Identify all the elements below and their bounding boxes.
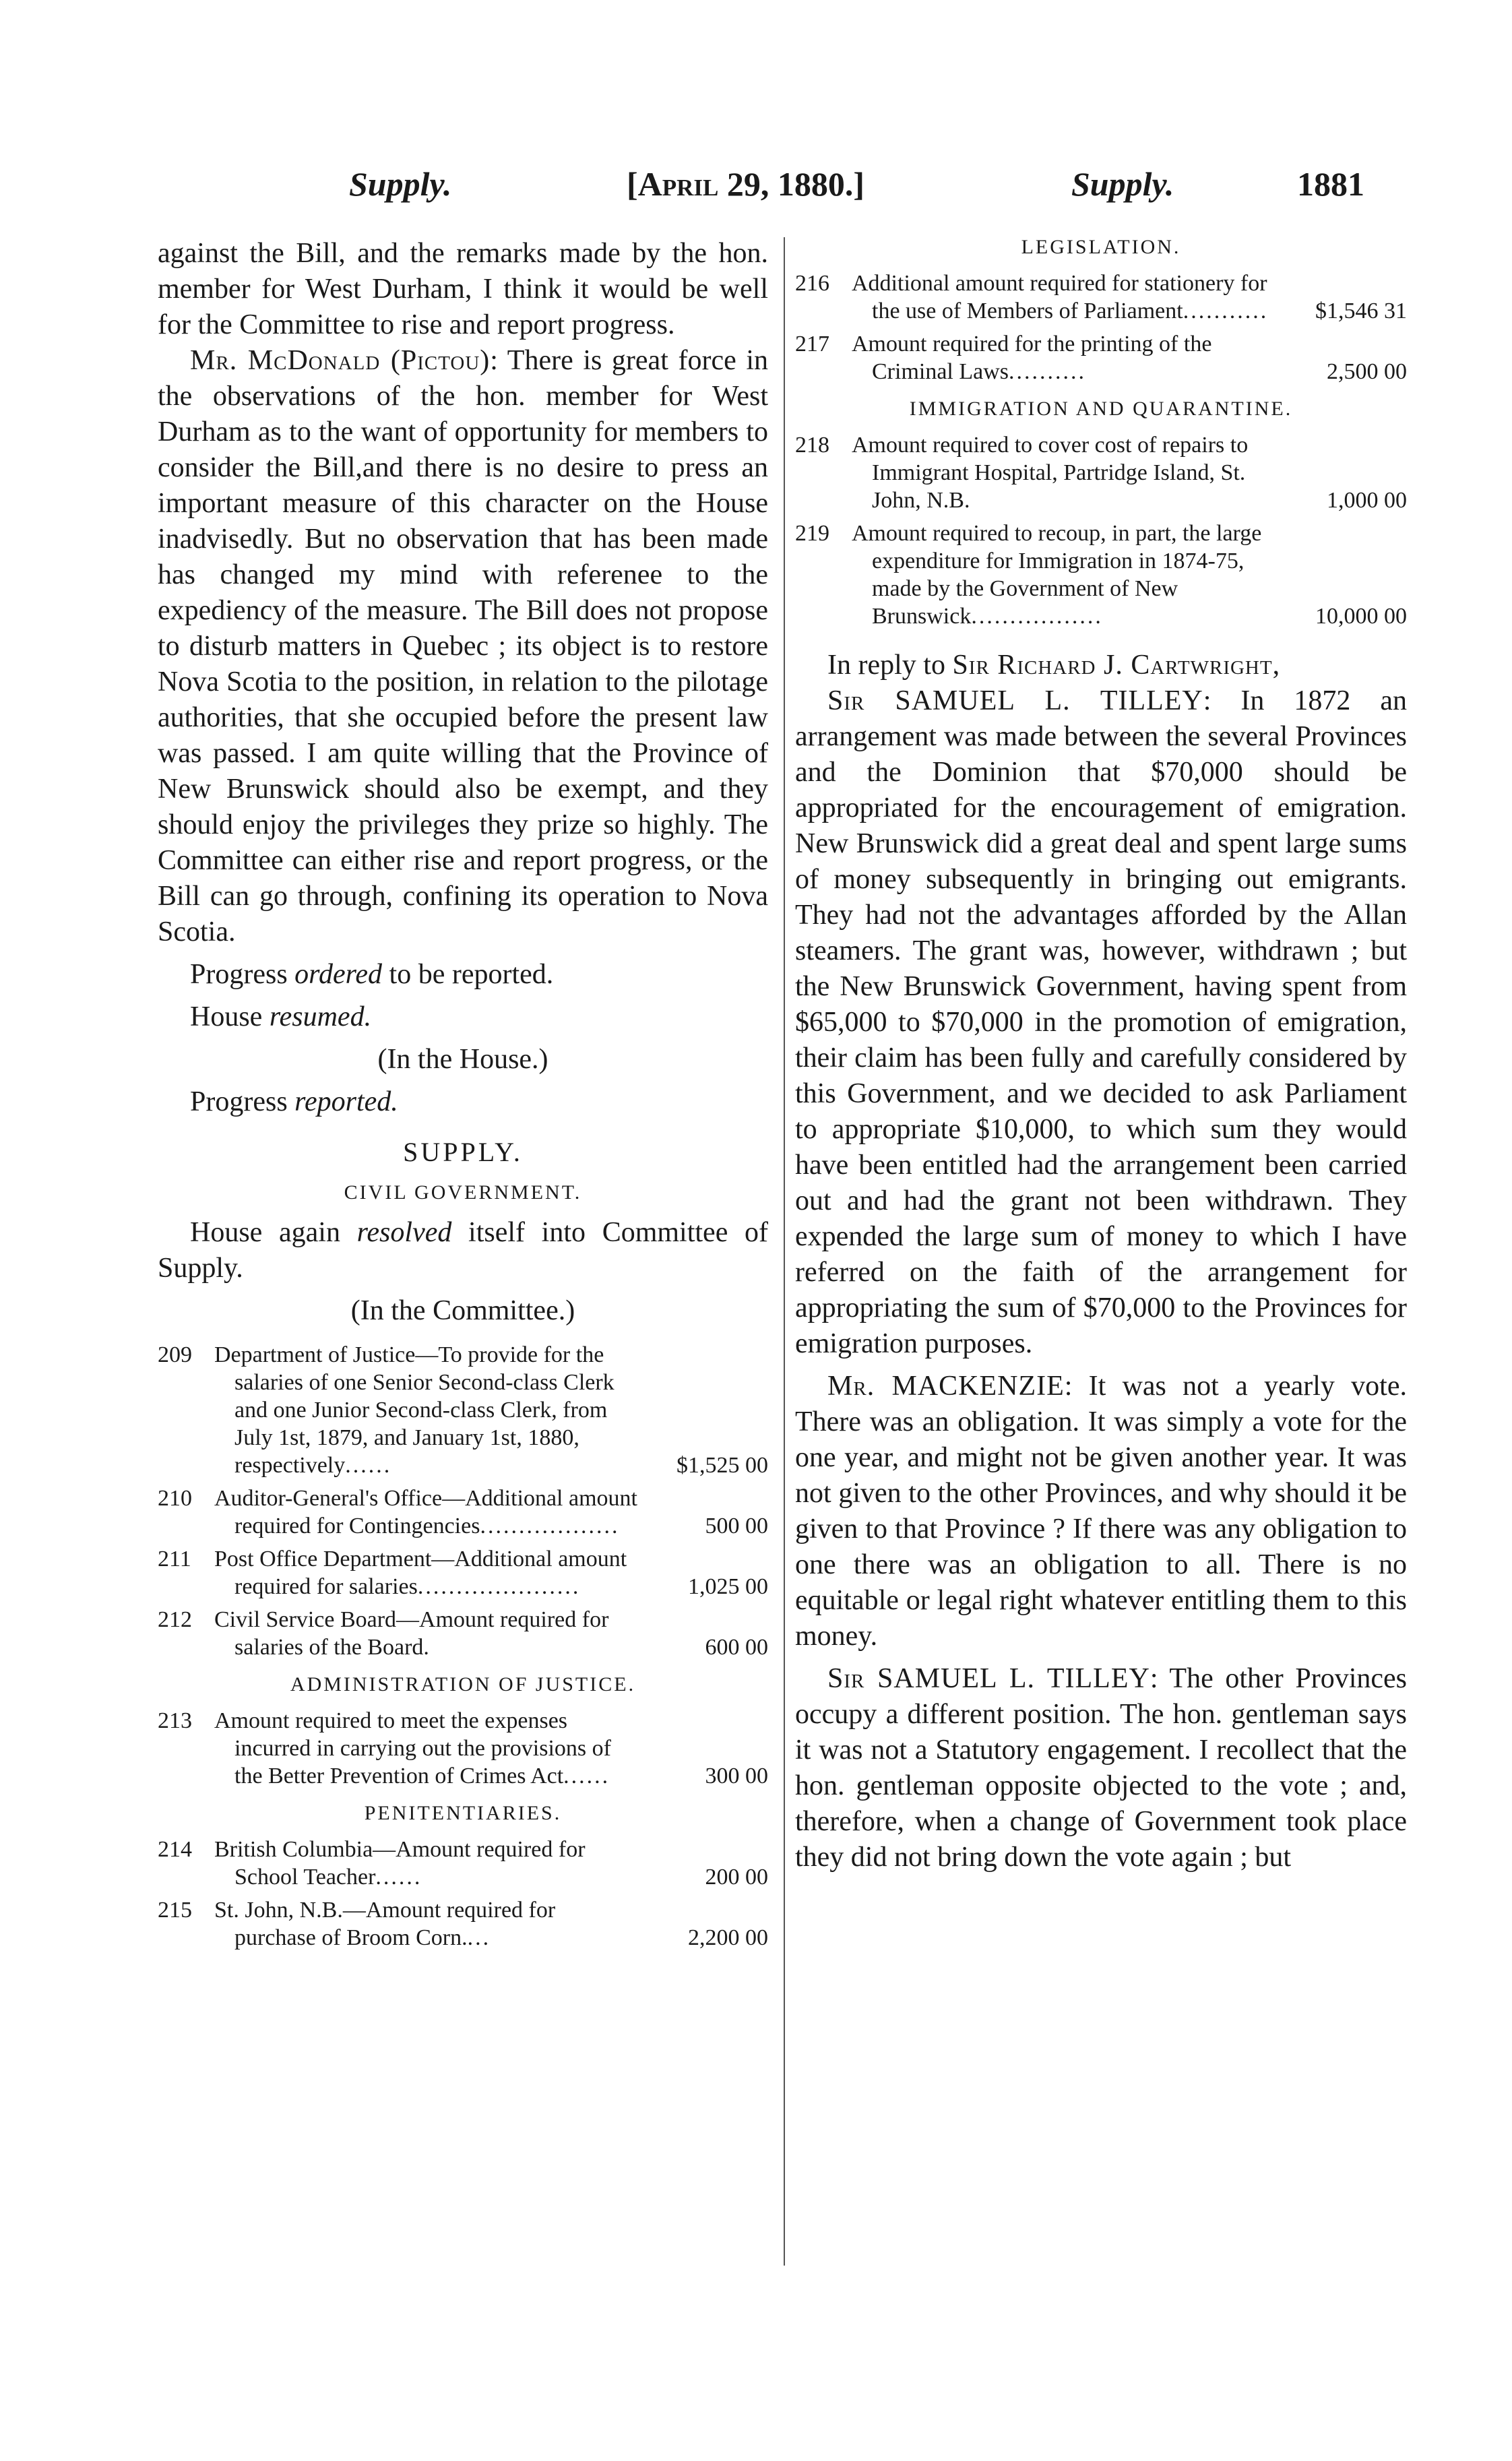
estimate-item [158,1896,768,1952]
item-leader-dots: ...... [375,1865,422,1890]
estimate-item [795,270,1407,325]
estimate-list-legislation [795,270,1407,385]
paragraph-mcdonald [158,343,768,950]
speech-text: : The other Provinces occupy a different position. The hon. gentleman says it was not a Statutory engagement. I recollect that the hon. gentleman opposite objected to the vote ; and, therefore, when a change of Government took place they did not bring down the vote again ; but [795,1663,1407,1873]
heading-civil-government: CIVIL GOVERNMENT. [344,1181,582,1204]
paragraph-tilley-2 [795,1661,1407,1875]
estimate-item [158,1545,768,1600]
speech-text: : In 1872 an arrangement was made between the several Provinces and the Dominion that $70,000 should be appropriated for the encouragement of emigration. New Brunswick did a great deal and spent large sums of money subsequently in bringing out emigrants. They had not the advantages afforded by the Allan steamers. The grant was, however, withdrawn ; but the New Brunswick Government, having spent from $65,000 to $70,000 in the promotion of emigration, their claim has been fully and carefully considered by this Government, and we decided to ask Parliament to appropriate $10,000, to which sum they would have been entitled had the arrangement been carried out and had the grant not been withdrawn. They expended the large sum of money to which I have referred on the faith of the arrangement for appropriating the sum of $70,000 to the Provinces for emigration purposes. [795,685,1408,1359]
item-leader-dots: ...... [345,1453,392,1478]
item-number: 219 [795,521,829,546]
heading-supply: SUPPLY. [403,1137,523,1167]
text-italic: resumed. [269,1001,372,1032]
item-amount: $1,546 31 [1315,299,1407,323]
speaker-name: Sir SAMUEL L. TILLEY [827,1663,1150,1694]
paragraph-in-the-house: (In the House.) [377,1044,548,1075]
heading-administration-of-justice: ADMINISTRATION OF JUSTICE. [290,1673,636,1695]
item-description [214,1707,768,1790]
item-description-text: Department of Justice—To provide for the salaries of one Senior Second-class Clerk and one Junior Second-class Clerk, from July 1st, 1879, and January 1st, 1880, respectively [214,1342,615,1478]
item-description [852,330,1407,385]
estimate-item [158,1485,768,1540]
paragraph-in-the-committee: (In the Committee.) [350,1295,575,1326]
heading-penitentiaries: PENITENTIARIES. [364,1802,562,1824]
item-number: 209 [158,1342,192,1367]
paragraph-house-resumed [158,999,768,1035]
header-left-title: Supply. [349,165,452,203]
estimate-list-penitentiaries [158,1836,768,1952]
paragraph-house-resolved [158,1215,768,1286]
left-column [158,236,768,1957]
paragraph-continuation: against the Bill, and the remarks made by the hon. member for West Durham, I think it would be well for the Committee to rise and report progress. [158,238,768,340]
text-fragment: House again [190,1217,357,1248]
estimate-item [795,520,1407,630]
header-right-title: Supply. [1071,165,1174,203]
text-fragment: Progress [190,1086,295,1117]
estimate-item [158,1707,768,1790]
item-description-text: St. John, N.B.—Amount required for purchase of Broom Corn. [214,1898,556,1950]
paragraph-tilley-1 [795,683,1407,1362]
estimate-list-immigration [795,431,1407,630]
item-description-text: Amount required to cover cost of repairs to Immigrant Hospital, Partridge Island, St. John, N.B. [852,433,1249,513]
item-number: 211 [158,1547,191,1571]
estimate-item [158,1836,768,1891]
item-amount: 600 00 [705,1635,768,1660]
item-number: 216 [795,271,829,296]
item-amount: 1,000 00 [1327,488,1407,513]
estimate-item [795,431,1407,514]
estimate-item [795,330,1407,385]
speech-text: : It was not a yearly vote. There was an obligation. It was simply a vote for the one year, and might not be given another year. It was not given to the other Provinces, and why should it be given to that Province ? If there was any obligation to one there was an obligation to all. There is no equitable or legal right whatever entitling them to this money. [795,1371,1407,1652]
item-description [214,1485,768,1540]
item-description [852,431,1407,514]
item-number: 215 [158,1898,192,1923]
header-date: [April 29, 1880.] [627,165,865,203]
item-description-text: Amount required to meet the expenses incurred in carrying out the provisions of the Better Prevention of Crimes Act [214,1708,611,1788]
text-fragment: House [190,1001,270,1032]
item-amount: 2,200 00 [688,1925,768,1950]
item-amount: 300 00 [705,1764,768,1788]
item-number: 214 [158,1837,192,1862]
text-italic: reported. [294,1086,398,1117]
estimate-list-civil [158,1341,768,1661]
text-fragment: itself into Committee of Supply. [158,1217,768,1284]
item-description [214,1836,768,1891]
item-number: 217 [795,332,829,356]
item-amount: 200 00 [705,1865,768,1890]
item-amount: 500 00 [705,1514,768,1538]
item-description-text: British Columbia—Amount required for School Teacher [214,1837,586,1890]
item-leader-dots: ..................... [417,1574,581,1599]
speaker-name: Sir Richard J. Cartwright, [952,650,1281,681]
page-number: 1881 [1297,165,1364,203]
item-description [214,1606,768,1661]
heading-legislation: LEGISLATION. [1021,236,1181,258]
speaker-name: Mr. MACKENZIE [827,1371,1065,1402]
estimate-item [158,1341,768,1479]
item-description-text: Additional amount required for stationery for the use of Members of Parliament [852,271,1267,323]
speaker-name: Sir SAMUEL L. TILLEY [827,685,1203,716]
item-leader-dots: ...... [563,1764,610,1788]
item-description [214,1896,768,1952]
speaker-name: Mr. McDonald (Pictou) [190,345,491,376]
speech-text: : There is great force in the observations of the hon. member for West Durham as to the want of opportunity for members to consider the Bill,and there is no desire to press an important measure of this character on the House inadvisedly. But no observation that has been made has changed my mind with referenee to the expediency of the measure. The Bill does not propose to disturb matters in Quebec ; its object is to restore Nova Scotia to the position, in relation to the pilotage authorities, that she occupied before the present law was passed. I am quite willing that the Province of New Brunswick should also be exempt, and they should enjoy the privileges they prize so highly. The Committee can either rise and report progress, or the Bill can go through, confining its operation to Nova Scotia. [158,345,768,947]
paragraph-in-reply [795,648,1407,683]
item-number: 210 [158,1486,192,1511]
item-description-text: Amount required to recoup, in part, the large expenditure for Immigration in 1874-75, made by the Government of New Brunswick [852,521,1262,629]
item-description-text: Civil Service Board—Amount required for salaries of the Board. [214,1607,609,1660]
right-column [795,236,1407,1875]
item-amount: 10,000 00 [1315,604,1407,629]
text-fragment: to be reported. [382,959,554,990]
item-description-text: Post Office Department—Additional amount required for salaries [214,1547,627,1599]
text-italic: ordered [294,959,383,990]
item-amount: 2,500 00 [1327,359,1407,384]
item-leader-dots: .................. [480,1514,620,1538]
item-leader-dots: ........... [1183,299,1269,323]
item-amount: 1,025 00 [688,1574,768,1599]
text-fragment: In reply to [827,650,953,681]
column-divider [784,237,785,2266]
text-fragment: Progress [190,959,295,990]
paragraph-progress-ordered [158,957,768,993]
item-leader-dots: ................. [971,604,1103,629]
item-description-text: Auditor-General's Office—Additional amount required for Contingencies [214,1486,637,1538]
item-leader-dots: .......... [1009,359,1087,384]
heading-immigration: IMMIGRATION AND QUARANTINE. [909,398,1293,420]
item-amount: $1,525 00 [676,1453,768,1478]
text-italic: resolved [356,1217,452,1248]
item-leader-dots: ... [467,1925,491,1950]
estimate-item [158,1606,768,1661]
estimate-list-admin [158,1707,768,1790]
item-number: 213 [158,1708,192,1733]
item-description [214,1545,768,1600]
item-number: 212 [158,1607,192,1632]
item-number: 218 [795,433,829,458]
item-description-text: Amount required for the printing of the Criminal Laws [852,332,1212,384]
paragraph-mackenzie [795,1369,1407,1654]
paragraph-progress-reported [158,1084,768,1120]
